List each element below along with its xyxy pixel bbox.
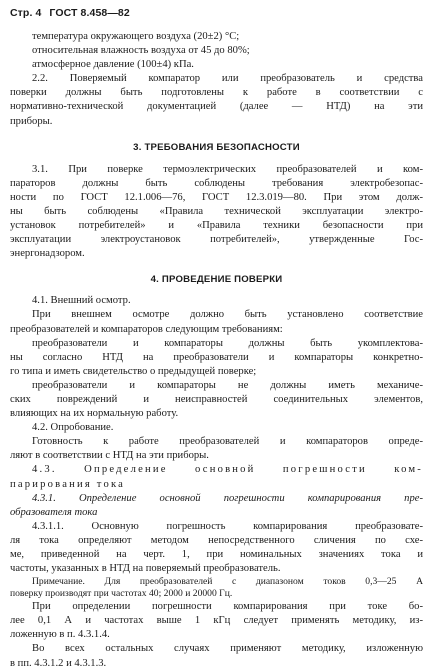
text-line: преобразователи и компараторы должны быть укомплектова- <box>32 337 423 349</box>
text-line: 4.1. Внешний осмотр. <box>32 295 131 307</box>
text-line: поверки должны быть подготовлены к работе в соответствии с <box>10 87 423 99</box>
text-line: влияющих на их нормальную работу. <box>10 408 179 420</box>
text-line: атмосферное давление (100±4) кПа. <box>32 59 194 71</box>
text-line: температура окружающего воздуха (20±2) °C; <box>32 31 240 42</box>
text-line: в пп. 4.3.1.2 и 4.3.1.3. <box>10 657 107 669</box>
page-number: Стр. 4 <box>10 7 42 19</box>
section-heading: 4. ПРОВЕДЕНИЕ ПОВЕРКИ <box>150 274 283 286</box>
page-header <box>10 7 130 19</box>
subsection-title: 4.3.1. Определение основной погрешности компарирования пре- <box>32 492 423 504</box>
text-line: 3.1. При поверке термоэлектрических преобразователей и ком- <box>32 163 423 175</box>
text-line: ны согласно НТД на преобразователи и компараторы конкретно- <box>10 351 423 363</box>
text-line: ских повреждений и неисправностей соединительных элементов, <box>10 393 423 405</box>
text-line: ляют в соответствии с НТД на эти приборы. <box>10 450 209 462</box>
text-line: относительная влажность воздуха от 45 до 80%; <box>32 45 250 57</box>
text-line: 4.3.1.1. Основную погрешность компарирования преобразовате- <box>32 520 423 532</box>
text-line: параторов должны быть соблюдены требования электробезопас- <box>10 177 423 189</box>
note <box>10 576 423 600</box>
text-line: ны быть соблюдены «Правила технической эксплуатации электро- <box>10 205 423 217</box>
text-line: ме, приведенной на черт. 1, при номинальных значениях тока и <box>10 549 423 560</box>
text-line: преобразователи и компараторы не должны иметь механиче- <box>32 379 423 391</box>
text-line: 4.2. Опробование. <box>32 422 114 434</box>
text-line: Во всех остальных случаях применяют методику, изложенную <box>32 643 423 655</box>
text-line: лее 0,1 А и частотах выше 1 кГц следует применять методику, из- <box>10 615 423 627</box>
text-line: При внешнем осмотре должно быть установлено соответствие <box>32 309 423 321</box>
note-line: Примечание. Для преобразователей с диапазоном токов 0,3—25 А <box>32 576 423 588</box>
section-heading: 3. ТРЕБОВАНИЯ БЕЗОПАСНОСТИ <box>133 141 300 153</box>
subsection-title: 4.3. Определение основной погрешности ком- <box>32 464 423 476</box>
subsection-title: образователя тока <box>10 506 98 518</box>
page-body <box>10 30 423 671</box>
subsection-title: парирования тока <box>10 478 126 490</box>
text-line: ля тока определяют методом непосредственного сличения по схе- <box>10 534 423 546</box>
text-line: эксплуатации электроустановок потребителей», утвержденные Гос- <box>10 234 423 246</box>
text-line: нормативно-технической документацией (далее — НТД) на эти <box>10 101 423 113</box>
text-line: го типа и иметь свидетельство о предыдущей поверке; <box>10 365 257 377</box>
text-line: приборы. <box>10 115 53 127</box>
text-line: энергонадзором. <box>10 248 85 260</box>
text-line: ности по ГОСТ 12.1.006—76, ГОСТ 12.3.019—80. При этом долж- <box>10 191 423 203</box>
standard-number: ГОСТ 8.458—82 <box>49 7 130 19</box>
note-line: поверку производят при частотах 40; 2000 и 20000 Гц. <box>10 588 233 600</box>
text-line: ложенную в п. 4.3.1.4. <box>10 629 110 641</box>
text-line: преобразователей и компараторов следующим требованиям: <box>10 323 283 335</box>
text-line: 2.2. Поверяемый компаратор или преобразователь и средства <box>32 73 423 85</box>
text-line: Готовность к работе преобразователей и компараторов опреде- <box>32 436 423 448</box>
text-line: частоты, указанных в НТД на поверяемый преобразователь. <box>10 563 281 575</box>
text-line: При определении погрешности компарирования при токе бо- <box>32 601 423 613</box>
text-line: установок потребителей» и «Правила техники безопасности при <box>10 220 423 232</box>
